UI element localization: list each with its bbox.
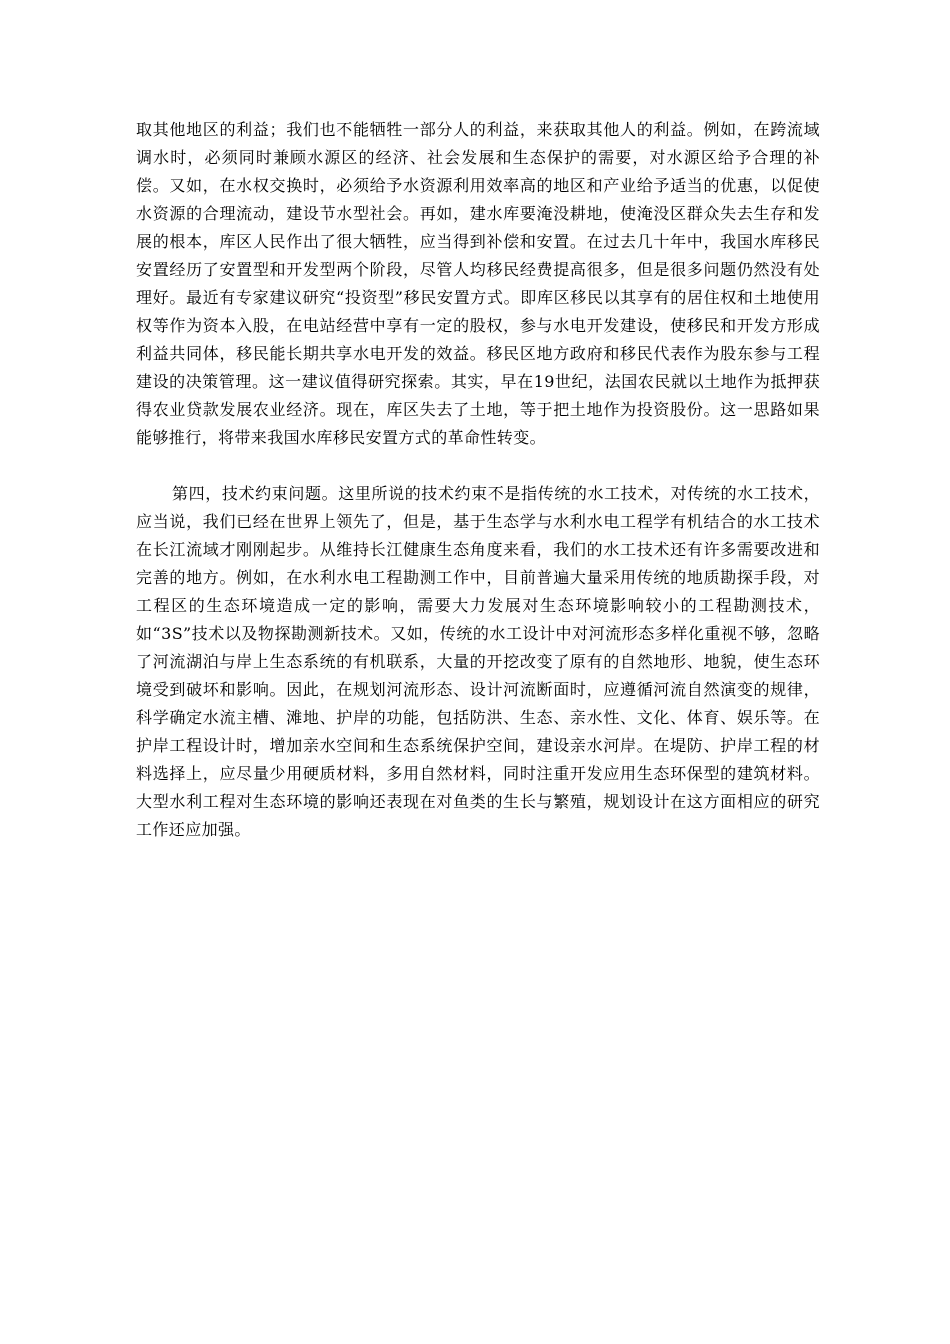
paragraph-technical-constraints: 第四，技术约束问题。这里所说的技术约束不是指传统的水工技术，对传统的水工技术，应当说，我们已经在世界上领先了，但是，基于生态学与水利水电工程学有机结合的水工技术在长江流域才刚刚起步。从维持长江健康生态角度来看，我们的水工技术还有许多需要改进和完善的地方。例如，在水利水电工程勘测工作中，目前普遍大量采用传统的地质勘探手段，对工程区的生态环境造成一定的影响，需要大力发展对生态环境影响较小的工程勘测技术，如“3S”技术以及物探勘测新技术。又如，传统的水工设计中对河流形态多样化重视不够，忽略了河流湖泊与岸上生态系统的有机联系，大量的开挖改变了原有的自然地形、地貌，使生态环境受到破坏和影响。因此，在规划河流形态、设计河流断面时，应遵循河流自然演变的规律，科学确定水流主槽、滩地、护岸的功能，包括防洪、生态、亲水性、文化、体育、娱乐等。在护岸工程设计时，增加亲水空间和生态系统保护空间，建设亲水河岸。在堤防、护岸工程的材料选择上，应尽量少用硬质材料，多用自然材料，同时注重开发应用生态环保型的建筑材料。大型水利工程对生态环境的影响还表现在对鱼类的生长与繁殖，规划设计在这方面相应的研究工作还应加强。 (136, 484, 820, 839)
paragraph-compensation: 取其他地区的利益；我们也不能牺牲一部分人的利益，来获取其他人的利益。例如，在跨流域调水时，必须同时兼顾水源区的经济、社会发展和生态保护的需要，对水源区给予合理的补偿。又如，在水权交换时，必须给予水资源利用效率高的地区和产业给予适当的优惠，以促使水资源的合理流动，建设节水型社会。再如，建水库要淹没耕地，使淹没区群众失去生存和发展的根本，库区人民作出了很大牺牲，应当得到补偿和安置。在过去几十年中，我国水库移民安置经历了安置型和开发型两个阶段，尽管人均移民经费提高很多，但是很多问题仍然没有处理好。最近有专家建议研究“投资型”移民安置方式。即库区移民以其享有的居住权和土地使用权等作为资本入股，在电站经营中享有一定的股权，参与水电开发建设，使移民和开发方形成利益共同体，移民能长期共享水电开发的效益。移民区地方政府和移民代表作为股东参与工程建设的决策管理。这一建议值得研究探索。其实，早在19世纪，法国农民就以土地作为抵押获得农业贷款发展农业经济。现在，库区失去了土地，等于把土地作为投资股份。这一思路如果能够推行，将带来我国水库移民安置方式的革命性转变。 (136, 120, 820, 447)
document-page (136, 116, 820, 844)
